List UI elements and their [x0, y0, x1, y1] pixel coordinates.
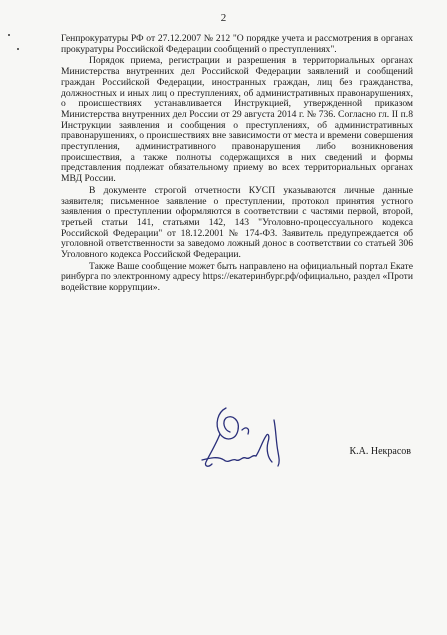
paragraph-kusp: В документе строгой отчетности КУСП указываются личные данные заявителя; письменное заявление о преступлении, протокол принятия устного заявления о преступлении оформляются в соответствии с частями первой, второй, третьей статьи 141, статьями 142, 143 "Уголовно-процессуального кодекса Российской Федерации" от 18.12.2001 № 174-ФЗ. Заявитель предупреждается об уголовной ответственности за заведомо ложный донос в соответствии со статьей 306 Уголовного кодекса Российской Федерации. [61, 184, 413, 261]
paragraph-continuation: Генпрокуратуры РФ от 27.12.2007 № 212 "О порядке учета и рассмотрения в органах прокуратуры Российской Федерации сообщений о преступлениях". [61, 33, 413, 55]
handwritten-signature [196, 400, 292, 474]
scan-speck [8, 34, 10, 36]
page-number: 2 [220, 12, 227, 24]
paragraph-portal: Также Ваше сообщение может быть направлено на официальный портал Екатеринбурга по электронному адресу https://екатеринбург.рф/официально, раздел «Противодействие коррупции». [61, 260, 413, 294]
scan-speck [17, 48, 19, 50]
letter-body [61, 34, 413, 295]
paragraph-procedure: Порядок приема, регистрации и разрешения в территориальных органах Министерства внутренних дел Российской Федерации заявлений и сообщений граждан Российской Федерации, иностранных граждан, лиц без гражданства, должностных и иных лиц о преступлениях, об административных правонарушениях, о происшествиях устанавливается Инструкцией, утвержденной приказом Министерства внутренних дел России от 29 августа 2014 г. № 736. Согласно гл. II п.8 Инструкции заявления и сообщения о преступлениях, об административных правонарушениях, о происшествиях вне зависимости от места и времени совершения преступления, административного правонарушения либо возникновения происшествия, а также полноты содержащихся в них сведений и формы представления подлежат обязательному приему во всех территориальных органах МВД России. [61, 55, 413, 185]
signer-name: К.А. Некрасов [349, 446, 411, 457]
